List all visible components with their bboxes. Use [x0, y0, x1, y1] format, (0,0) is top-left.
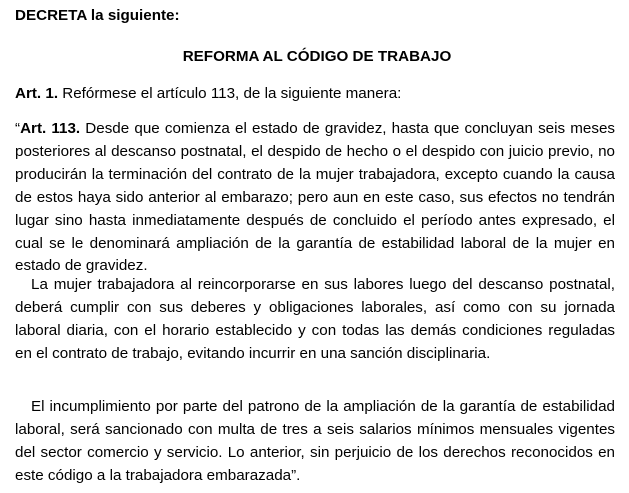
article-113-paragraph-3: El incumplimiento por parte del patrono de la ampliación de la garantía de estabilidad laboral, será sancionado con multa de tres a seis salarios mínimos mensuales vigentes del sector comercio y servicio. Lo anterior, sin perjuicio de los derechos reconocidos en este código a la trabajadora embarazada”. [15, 398, 615, 484]
article-1 [15, 84, 615, 104]
article-113-label: Art. 113. [20, 120, 81, 137]
article-1-label: Art. 1. [15, 85, 59, 102]
article-1-text: Refórmese el artículo 113, de la siguiente manera: [58, 85, 402, 102]
reform-title: REFORMA AL CÓDIGO DE TRABAJO [182, 48, 452, 65]
open-quote: “ [15, 120, 21, 137]
article-113-paragraph-1 [15, 118, 615, 278]
decreta-heading: DECRETA la siguiente: [15, 7, 180, 24]
article-113-paragraph-2: La mujer trabajadora al reincorporarse en sus labores luego del descanso postnatal, deberá cumplir con sus deberes y obligaciones laborales, así como con su jornada laboral diaria, con el horario establecido y con todas las demás condiciones reguladas en el contrato de trabajo, evitando incurrir en una sanción disciplinaria. [15, 276, 615, 362]
paragraph-1-text: Desde que comienza el estado de gravidez, hasta que concluyan seis meses posteriores al descanso postnatal, el despido de hecho o el despido con juicio previo, no producirán la terminación del contrato de la mujer trabajadora, excepto cuando la causa de estos haya sido anterior al embarazo; pero aun en este caso, sus efectos no tendrán lugar sino hasta inmediatamente después de concluido el período antes expresado, el cual se le denominará ampliación de la garantía de estabilidad laboral de la mujer en estado de gravidez. [15, 120, 615, 275]
